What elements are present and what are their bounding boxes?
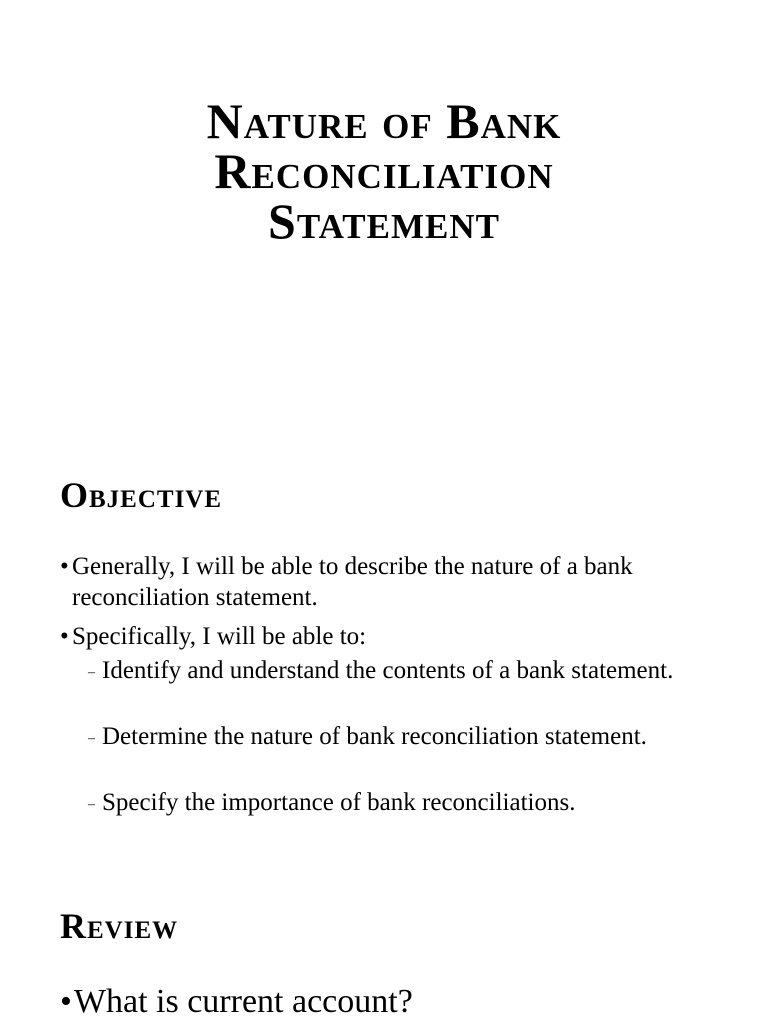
objective-sub-item-2 xyxy=(88,721,708,752)
slide-title xyxy=(0,93,768,249)
objective-bullet-general xyxy=(60,551,700,613)
bullet-text: Specifically, I will be able to: xyxy=(72,623,367,650)
objective-sub-item-1 xyxy=(88,655,708,686)
sub-item-text: Identify and understand the contents of a bank statement. xyxy=(102,657,674,684)
sub-item-marker: – xyxy=(88,797,95,812)
bullet-marker: • xyxy=(60,983,72,1020)
bullet-marker: • xyxy=(60,553,69,580)
review-heading: Review xyxy=(60,906,179,946)
objective-sub-item-3 xyxy=(88,787,708,818)
bullet-text: Generally, I will be able to describe the nature of a bank reconciliation statement. xyxy=(72,553,633,611)
bullet-marker: • xyxy=(60,623,69,650)
review-bullet-current-account xyxy=(60,980,413,1024)
slide-title-line-2: Reconciliation xyxy=(214,143,554,199)
objective-heading: Objective xyxy=(60,475,223,515)
sub-item-marker: – xyxy=(88,665,95,680)
slide-title-line-3: Statement xyxy=(268,193,500,249)
sub-item-text: Specify the importance of bank reconciliations. xyxy=(102,789,576,816)
sub-item-text: Determine the nature of bank reconciliation statement. xyxy=(102,723,647,750)
sub-item-marker: – xyxy=(88,731,95,746)
objective-bullet-specific xyxy=(60,621,700,652)
slide-title-line-1: Nature of Bank xyxy=(206,93,562,149)
bullet-text: What is current account? xyxy=(73,983,413,1020)
